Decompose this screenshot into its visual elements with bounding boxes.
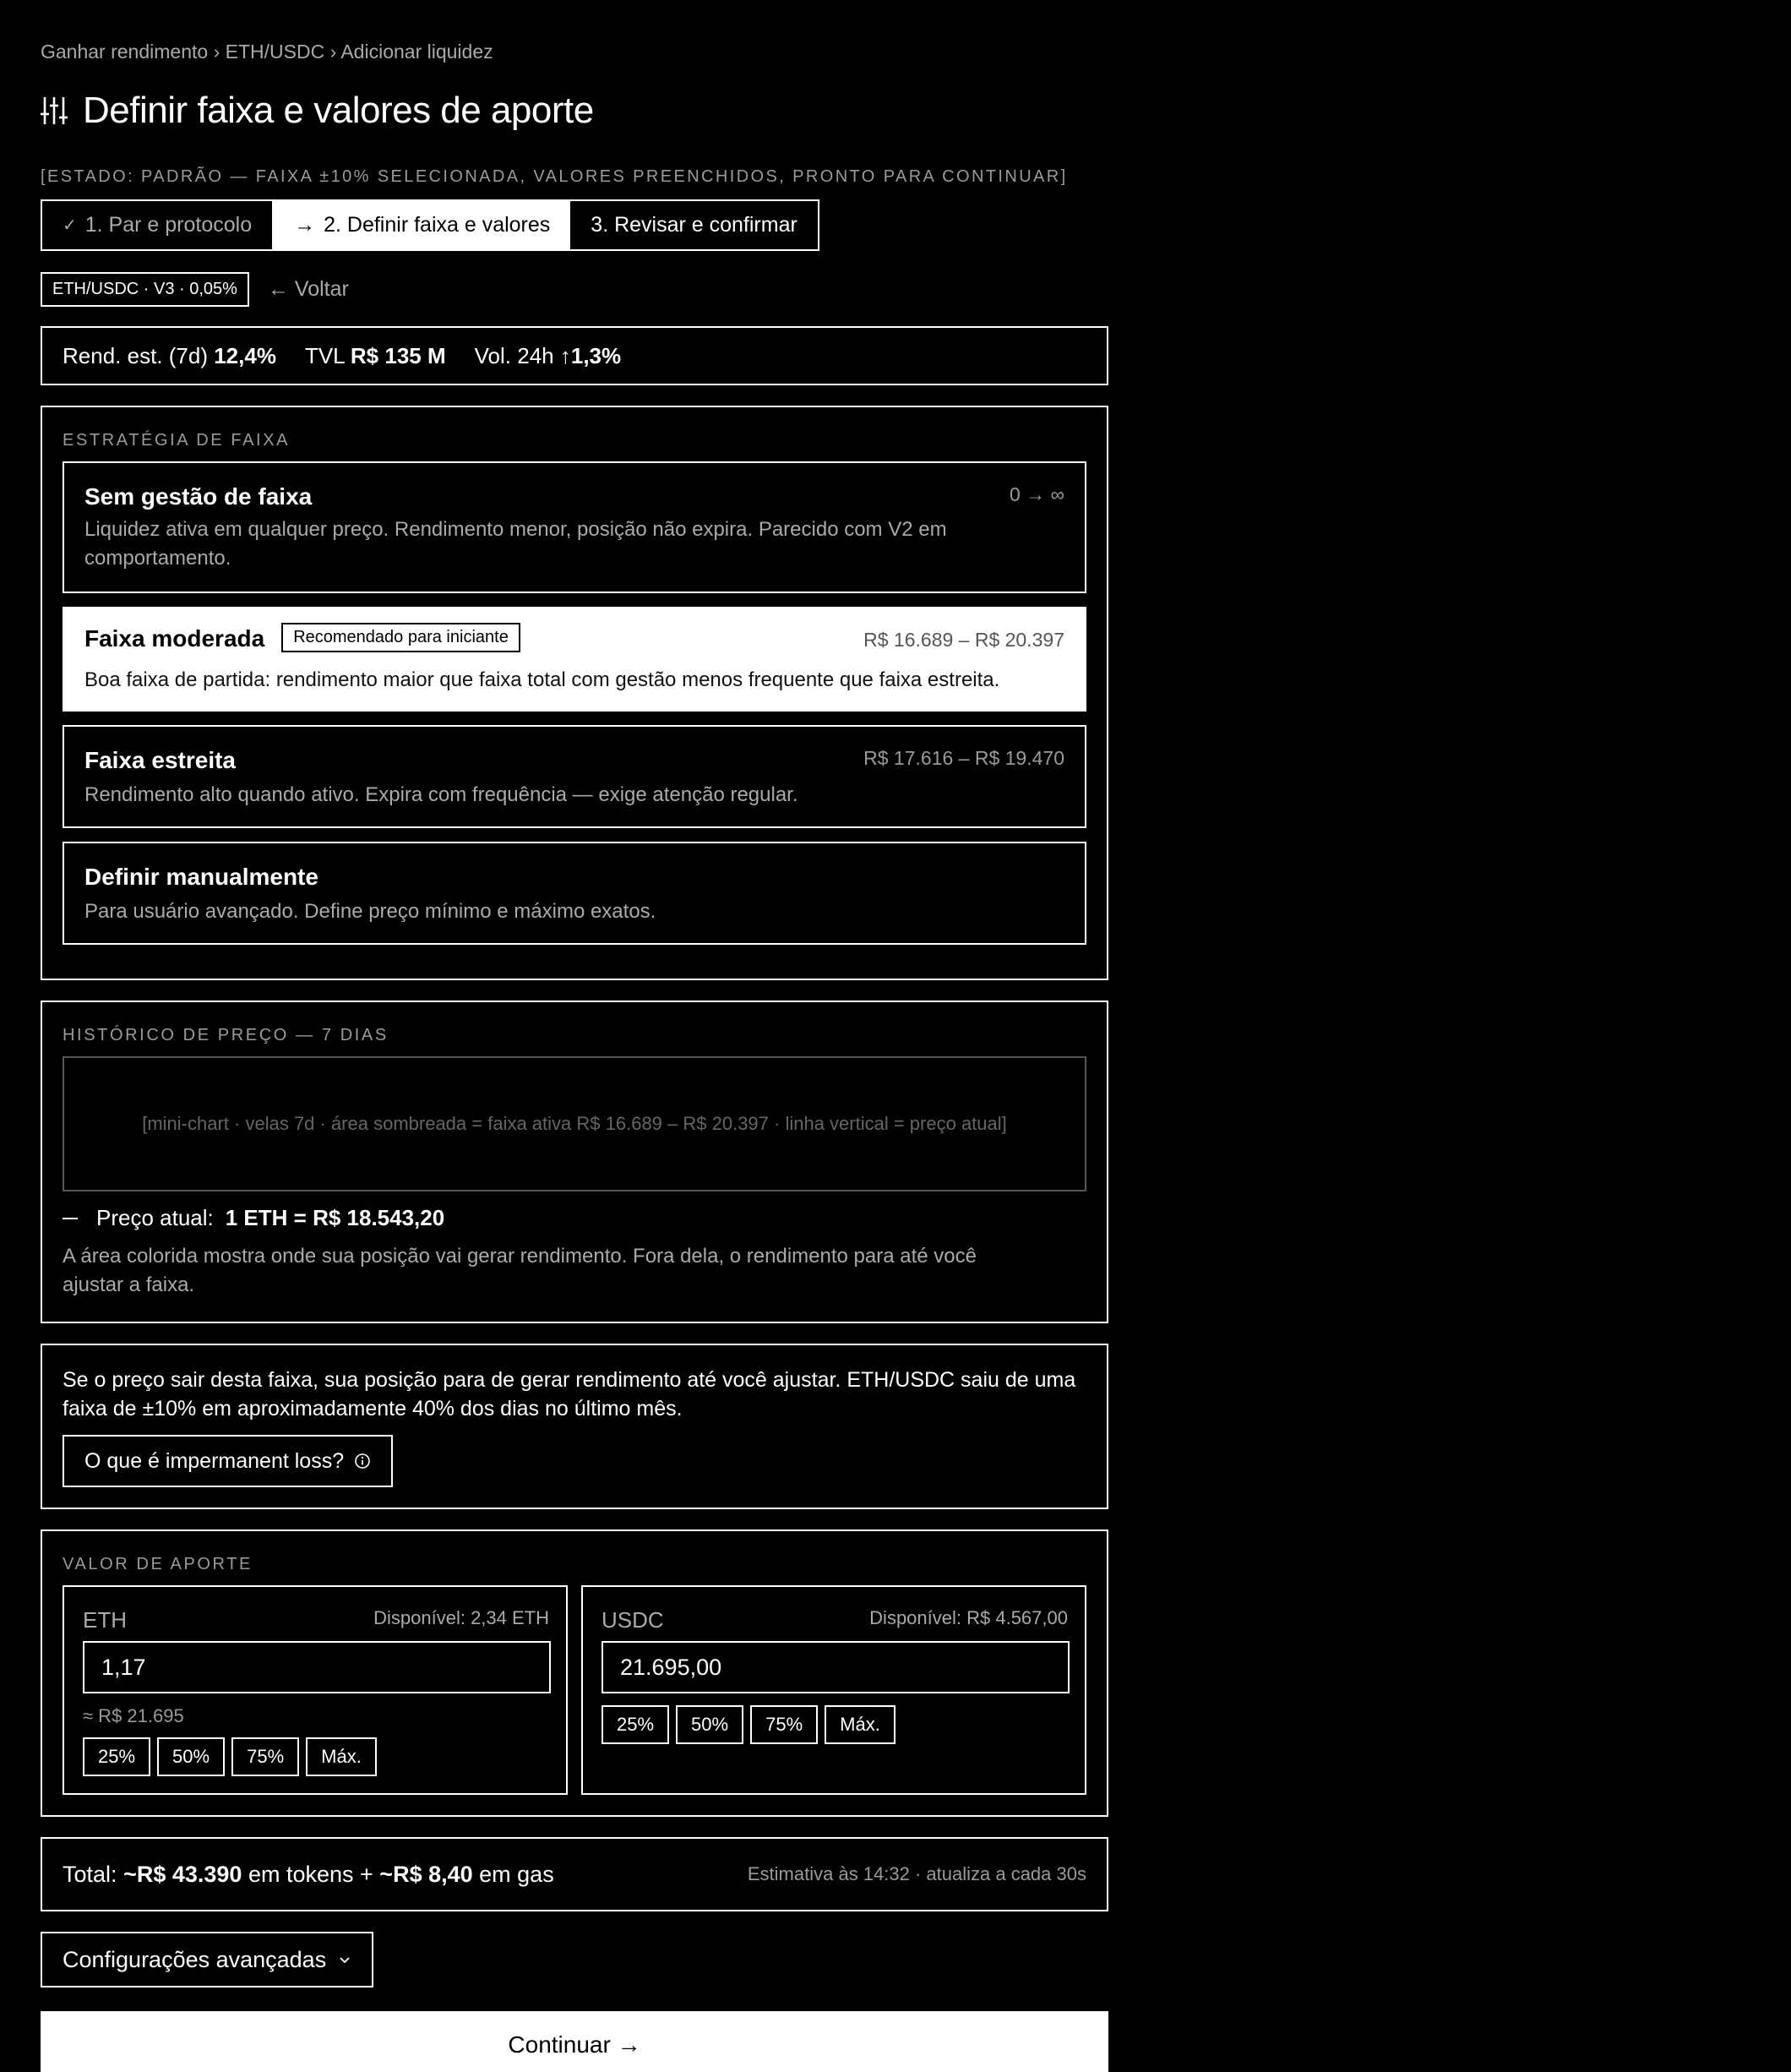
total-amount (63, 1862, 554, 1888)
pool-stats (41, 326, 1108, 385)
eth-fiat-approx: ≈ R$ 21.695 (83, 1705, 184, 1726)
gas-value: ~R$ 8,40 (379, 1861, 473, 1887)
usdc-amount-input[interactable] (602, 1641, 1070, 1693)
yield-label: Rend. est. (7d) (63, 342, 208, 368)
tokens-suffix: em tokens + (248, 1861, 373, 1887)
pct-75-button[interactable]: 75% (750, 1705, 818, 1744)
option-name-text: Faixa moderada (84, 625, 265, 652)
breadcrumb: Ganhar rendimento › ETH/USDC › Adicionar liquidez (41, 41, 493, 63)
continue-button[interactable]: Continuar → (41, 2011, 1108, 2072)
option-moderate-range[interactable] (63, 607, 1086, 712)
usdc-amount-card (581, 1585, 1086, 1795)
arrow-up-icon: ↑ (559, 342, 571, 368)
step-define-range[interactable] (274, 201, 570, 249)
option-desc: Liquidez ativa em qualquer preço. Rendimento menor, posição não expira. Parecido com V2 em comportamento. (84, 518, 947, 570)
option-name: Sem gestão de faixa (84, 483, 313, 510)
yield-value: 12,4% (214, 342, 276, 368)
step-label: 3. Revisar e confirmar (591, 213, 798, 237)
pct-max-button[interactable]: Máx. (825, 1705, 896, 1744)
available-balance: Disponível: R$ 4.567,00 (869, 1607, 1068, 1628)
volume-label: Vol. 24h (474, 342, 554, 368)
advanced-label: Configurações avançadas (63, 1946, 327, 1972)
arrow-left-icon: ← (267, 277, 289, 301)
check-icon: ✓ (63, 216, 77, 235)
option-range: R$ 17.616 – R$ 19.470 (863, 747, 1064, 769)
current-price-value: 1 ETH = R$ 18.543,20 (225, 1205, 445, 1230)
eth-percent-buttons (83, 1737, 377, 1776)
pool-badge: ETH/USDC · V3 · 0,05% (41, 272, 249, 307)
option-desc: Rendimento alto quando ativo. Expira com frequência — exige atenção regular. (84, 783, 798, 806)
deposit-amount-panel (41, 1529, 1108, 1817)
back-link[interactable] (268, 277, 349, 302)
info-icon (354, 1453, 371, 1469)
price-history-panel (41, 1001, 1108, 1323)
section-label: ESTRATÉGIA DE FAIXA (63, 431, 291, 450)
state-annotation: [ESTADO: PADRÃO — FAIXA ±10% SELECIONADA, VALORES PREENCHIDOS, PRONTO PARA CONTINUAR] (41, 167, 1068, 186)
option-full-range[interactable] (63, 461, 1086, 593)
section-label: HISTÓRICO DE PREÇO — 7 DIAS (63, 1026, 389, 1044)
chevron-down-icon (338, 1953, 351, 1966)
option-name: Definir manualmente (84, 864, 318, 890)
pct-50-button[interactable]: 50% (157, 1737, 225, 1776)
pct-25-button[interactable]: 25% (83, 1737, 150, 1776)
total-prefix: Total: (63, 1861, 117, 1887)
price-line-icon (63, 1218, 78, 1219)
token-symbol: USDC (602, 1607, 664, 1633)
tokens-total-value: ~R$ 43.390 (123, 1861, 242, 1887)
step-pair-protocol[interactable] (42, 201, 274, 249)
impermanent-loss-button[interactable] (63, 1435, 393, 1487)
tvl-value: R$ 135 M (350, 342, 446, 368)
pct-max-button[interactable]: Máx. (306, 1737, 377, 1776)
option-manual-range[interactable] (63, 842, 1086, 945)
pct-25-button[interactable]: 25% (602, 1705, 669, 1744)
advanced-settings-toggle[interactable] (41, 1932, 373, 1987)
range-warning-panel (41, 1344, 1108, 1509)
pct-50-button[interactable]: 50% (676, 1705, 743, 1744)
estimate-note: Estimativa às 14:32 · atualiza a cada 30s (747, 1863, 1086, 1884)
option-desc: Para usuário avançado. Define preço mínimo e máximo exatos. (84, 900, 656, 923)
pool-row (41, 272, 349, 307)
history-description: A área colorida mostra onde sua posição vai gerar rendimento. Fora dela, o rendimento para até você ajustar a faixa. (63, 1245, 977, 1296)
range-strategy-panel (41, 406, 1108, 980)
current-price (63, 1205, 444, 1231)
volume-value: 1,3% (570, 342, 622, 368)
recommended-badge: Recomendado para iniciante (281, 623, 520, 652)
mini-chart-placeholder: [mini-chart · velas 7d · área sombreada = faixa ativa R$ 16.689 – R$ 20.397 · linha vertical = preço atual] (63, 1056, 1086, 1191)
step-label: 1. Par e protocolo (84, 213, 253, 237)
arrow-right-icon: → (294, 213, 316, 237)
il-button-label: O que é impermanent loss? (84, 1448, 345, 1473)
eth-amount-card (63, 1585, 568, 1795)
volume-stat (475, 343, 621, 369)
warning-text: Se o preço sair desta faixa, sua posição para de gerar rendimento até você ajustar. ETH/USDC saiu de uma faixa de ±10% em aproximadamente 40% dos dias no último mês. (63, 1368, 1076, 1420)
title-row (41, 90, 594, 132)
step-label: 2. Definir faixa e valores (324, 213, 551, 237)
pct-75-button[interactable]: 75% (231, 1737, 299, 1776)
sliders-icon (41, 95, 68, 126)
gas-suffix: em gas (479, 1861, 554, 1887)
current-price-label: Preço atual: (96, 1205, 214, 1230)
tvl-stat (305, 343, 446, 369)
option-range: R$ 16.689 – R$ 20.397 (863, 629, 1064, 651)
usdc-percent-buttons (602, 1705, 896, 1744)
back-label: Voltar (294, 277, 349, 301)
section-label: VALOR DE APORTE (63, 1555, 253, 1573)
available-balance: Disponível: 2,34 ETH (373, 1607, 549, 1628)
stepper (41, 199, 819, 251)
tvl-label: TVL (304, 342, 345, 368)
yield-stat (63, 343, 276, 369)
option-narrow-range[interactable] (63, 725, 1086, 828)
option-range: 0 → ∞ (1010, 483, 1064, 505)
eth-amount-input[interactable] (83, 1641, 551, 1693)
step-review-confirm[interactable] (570, 201, 818, 249)
option-name: Faixa estreita (84, 747, 236, 773)
option-name (84, 625, 520, 655)
total-summary (41, 1837, 1108, 1911)
page-title: Definir faixa e valores de aporte (83, 90, 594, 131)
option-desc: Boa faixa de partida: rendimento maior que faixa total com gestão menos frequente que faixa estreita. (84, 668, 1000, 691)
token-symbol: ETH (83, 1607, 127, 1633)
